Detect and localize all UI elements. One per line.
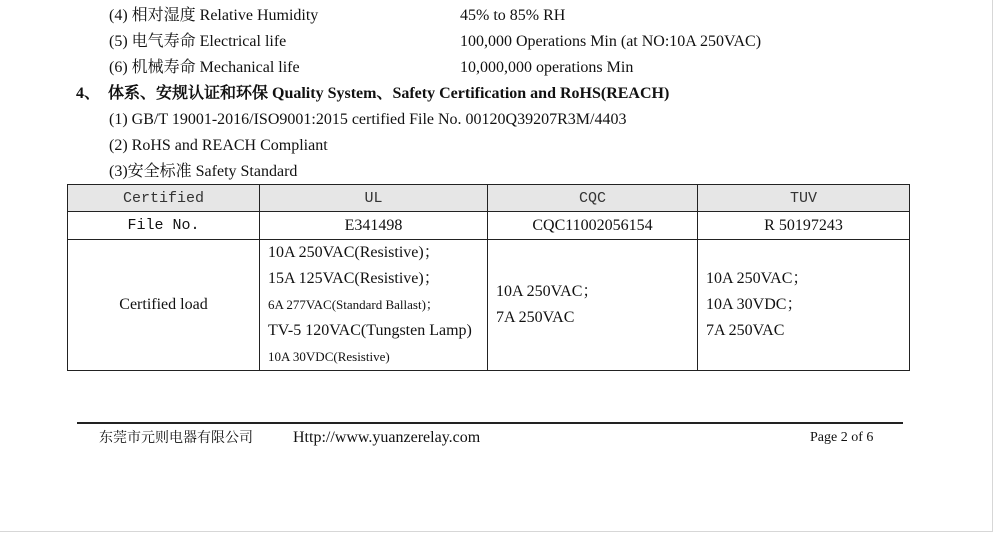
cqc-load-item: 10A 250VAC； bbox=[496, 283, 599, 300]
certified-load-row bbox=[68, 240, 910, 371]
spec-label: (4) 相对湿度 Relative Humidity bbox=[109, 7, 319, 24]
item-iso-certification: (1) GB/T 19001-2016/ISO9001:2015 certified File No. 00120Q39207R3M/4403 bbox=[109, 111, 627, 128]
section-number: 4、 bbox=[76, 85, 101, 102]
item-safety-standard: (3)安全标准 Safety Standard bbox=[109, 163, 298, 180]
tuv-load-item: 10A 250VAC； bbox=[706, 270, 809, 287]
file-number-row bbox=[68, 212, 910, 240]
ul-load-item: TV-5 120VAC(Tungsten Lamp) bbox=[268, 322, 472, 339]
spec-label: (5) 电气寿命 Electrical life bbox=[109, 33, 287, 50]
footer-divider bbox=[77, 422, 903, 424]
header-ul: UL bbox=[260, 185, 488, 212]
item-rohs-reach: (2) RoHS and REACH Compliant bbox=[109, 137, 328, 154]
cqc-load-list bbox=[488, 279, 697, 331]
ul-file-number: E341498 bbox=[260, 212, 488, 240]
certification-table bbox=[67, 184, 910, 371]
section-title: 体系、安规认证和环保 Quality System、Safety Certification and RoHS(REACH) bbox=[108, 85, 670, 102]
spec-value: 100,000 Operations Min (at NO:10A 250VAC) bbox=[460, 33, 762, 50]
header-cqc: CQC bbox=[488, 185, 698, 212]
ul-load-item: 10A 30VDC(Resistive) bbox=[268, 349, 390, 364]
tuv-file-number: R 50197243 bbox=[698, 212, 910, 240]
ul-load-item: 15A 125VAC(Resistive)； bbox=[268, 270, 440, 287]
spec-row-electrical-life bbox=[109, 32, 762, 52]
certified-load-label: Certified load bbox=[68, 240, 260, 371]
tuv-load-cell bbox=[698, 240, 910, 371]
header-tuv: TUV bbox=[698, 185, 910, 212]
spec-row-humidity bbox=[109, 6, 566, 26]
section-heading bbox=[76, 84, 669, 104]
header-certified: Certified bbox=[68, 185, 260, 212]
cqc-load-cell bbox=[488, 240, 698, 371]
ul-load-item: 10A 250VAC(Resistive)； bbox=[268, 244, 440, 261]
tuv-load-item: 10A 30VDC； bbox=[706, 296, 803, 313]
file-number-label: File No. bbox=[68, 212, 260, 240]
tuv-load-item: 7A 250VAC bbox=[706, 322, 785, 339]
ul-load-cell bbox=[260, 240, 488, 371]
spec-value: 45% to 85% RH bbox=[460, 7, 566, 24]
cqc-load-item: 7A 250VAC bbox=[496, 309, 575, 326]
ul-load-list bbox=[260, 240, 487, 370]
footer-page-number: Page 2 of 6 bbox=[810, 430, 874, 445]
cqc-file-number: CQC11002056154 bbox=[488, 212, 698, 240]
table-header-row bbox=[68, 185, 910, 212]
footer-company-name: 东莞市元则电器有限公司 bbox=[99, 430, 253, 446]
tuv-load-list bbox=[698, 266, 909, 344]
spec-row-mechanical-life bbox=[109, 58, 634, 78]
spec-label: (6) 机械寿命 Mechanical life bbox=[109, 59, 300, 76]
ul-load-item: 6A 277VAC(Standard Ballast)； bbox=[268, 297, 439, 312]
spec-value: 10,000,000 operations Min bbox=[460, 59, 634, 76]
footer-website-url[interactable]: Http://www.yuanzerelay.com bbox=[293, 429, 481, 446]
